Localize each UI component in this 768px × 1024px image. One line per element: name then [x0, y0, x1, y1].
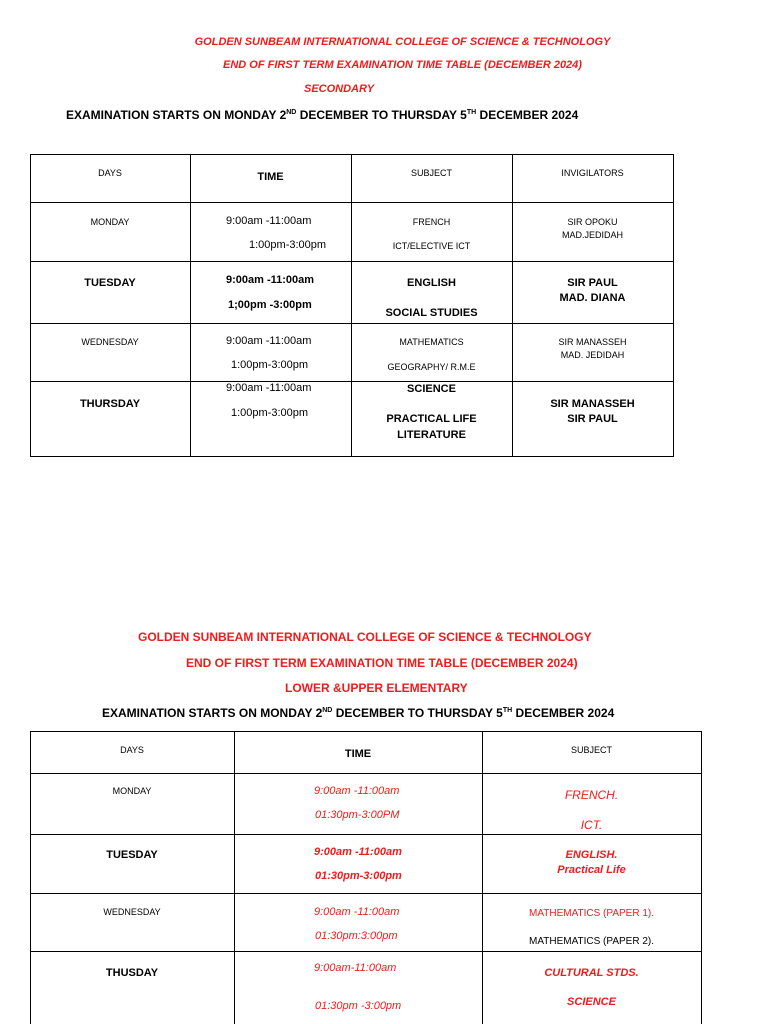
subject-cell: GEOGRAPHY/ R.M.E: [387, 362, 476, 372]
invigilator-cell: SIR MANASSEH: [550, 398, 635, 410]
time-slot: 01:30pm -3:00pm: [315, 1000, 402, 1012]
day-cell: WEDNESDAY: [103, 907, 161, 917]
day-cell: TUESDAY: [106, 849, 158, 861]
subject-cell: SCIENCE: [567, 996, 616, 1008]
day-cell: TUESDAY: [84, 277, 136, 289]
invigilator-cell: MAD. JEDIDAH: [560, 350, 625, 360]
time-slot: 9:00am -11:00am: [314, 906, 400, 918]
header-subject: SUBJECT: [410, 168, 452, 178]
exam-start-line: [102, 706, 614, 720]
start-text-c: DECEMBER 2024: [512, 706, 615, 720]
header-days: DAYS: [98, 168, 122, 178]
invigilator-cell: SIR PAUL: [567, 277, 618, 289]
start-text-b: DECEMBER TO THURSDAY 5: [332, 706, 503, 720]
subject-cell: SOCIAL STUDIES: [385, 307, 478, 319]
header-time: TIME: [344, 748, 372, 760]
time-slot: 9:00am -11:00am: [226, 274, 315, 286]
invigilator-cell: MAD.JEDIDAH: [561, 230, 623, 240]
start-text-b: DECEMBER TO THURSDAY 5: [296, 108, 467, 122]
invigilator-cell: SIR PAUL: [567, 413, 618, 425]
time-slot: 01:30pm:3:00pm: [315, 930, 398, 942]
school-name: GOLDEN SUNBEAM INTERNATIONAL COLLEGE OF SCIENCE & TECHNOLOGY: [194, 36, 611, 48]
timetable-title: END OF FIRST TERM EXAMINATION TIME TABLE (DECEMBER 2024): [186, 656, 578, 670]
start-sup-2: TH: [502, 707, 513, 714]
day-cell: MONDAY: [112, 786, 152, 796]
day-cell: THUSDAY: [105, 967, 159, 979]
subject-cell: FRENCH: [412, 217, 451, 227]
start-text-c: DECEMBER 2024: [476, 108, 579, 122]
start-sup-2: TH: [466, 109, 477, 116]
subject-cell: ENGLISH.: [565, 849, 618, 861]
time-slot: 01:30pm-3:00pm: [315, 870, 402, 882]
subject-cell: FRENCH.: [564, 788, 619, 802]
time-slot: 01:30pm-3:00PM: [315, 809, 400, 821]
subject-cell: CULTURAL STDS.: [544, 967, 639, 979]
time-slot: 1:00pm-3:00pm: [249, 239, 327, 251]
invigilator-cell: MAD. DIANA: [559, 292, 626, 304]
subject-cell: LITERATURE: [397, 429, 466, 441]
subject-cell: MATHEMATICS (PAPER 2).: [528, 936, 654, 947]
start-text-a: EXAMINATION STARTS ON MONDAY 2: [102, 706, 323, 720]
day-cell: THURSDAY: [79, 398, 141, 410]
invigilator-cell: SIR MANASSEH: [558, 337, 627, 347]
time-slot: 9:00am -11:00am: [226, 335, 312, 347]
subject-cell: Practical Life: [557, 864, 626, 876]
invigilator-cell: SIR OPOKU: [567, 217, 618, 227]
start-sup-1: ND: [286, 109, 297, 116]
school-name: GOLDEN SUNBEAM INTERNATIONAL COLLEGE OF SCIENCE & TECHNOLOGY: [138, 630, 592, 644]
subject-cell: SCIENCE: [407, 383, 456, 395]
time-slot: 9:00am -11:00am: [314, 846, 402, 858]
exam-start-line: [66, 108, 578, 122]
start-text-a: EXAMINATION STARTS ON MONDAY 2: [66, 108, 287, 122]
subject-cell: ENGLISH: [407, 277, 456, 289]
header-days: DAYS: [120, 745, 144, 755]
subject-cell: MATHEMATICS: [399, 337, 464, 347]
time-slot: 1:00pm-3:00pm: [231, 359, 309, 371]
start-sup-1: ND: [322, 707, 333, 714]
day-cell: WEDNESDAY: [81, 337, 139, 347]
level-label: SECONDARY: [304, 83, 375, 95]
timetable-title: END OF FIRST TERM EXAMINATION TIME TABLE (DECEMBER 2024): [223, 59, 582, 71]
header-subject: SUBJECT: [570, 745, 612, 755]
subject-cell: PRACTICAL LIFE: [386, 413, 477, 425]
time-slot: 9:00am -11:00am: [314, 785, 400, 797]
day-cell: MONDAY: [90, 217, 130, 227]
time-slot: 1:00pm-3:00pm: [231, 407, 309, 419]
subject-cell: ICT.: [580, 818, 603, 832]
header-invigilators: INVIGILATORS: [561, 168, 624, 178]
level-label: LOWER &UPPER ELEMENTARY: [285, 681, 468, 695]
subject-cell: MATHEMATICS (PAPER 1).: [528, 908, 654, 919]
subject-cell: ICT/ELECTIVE ICT: [392, 241, 471, 251]
header-time: TIME: [257, 171, 284, 183]
time-slot: 9:00am -11:00am: [226, 382, 312, 394]
time-slot: 9:00am -11:00am: [226, 215, 312, 227]
time-slot: 1;00pm -3:00pm: [228, 299, 312, 311]
time-slot: 9:00am-11:00am: [314, 962, 397, 974]
